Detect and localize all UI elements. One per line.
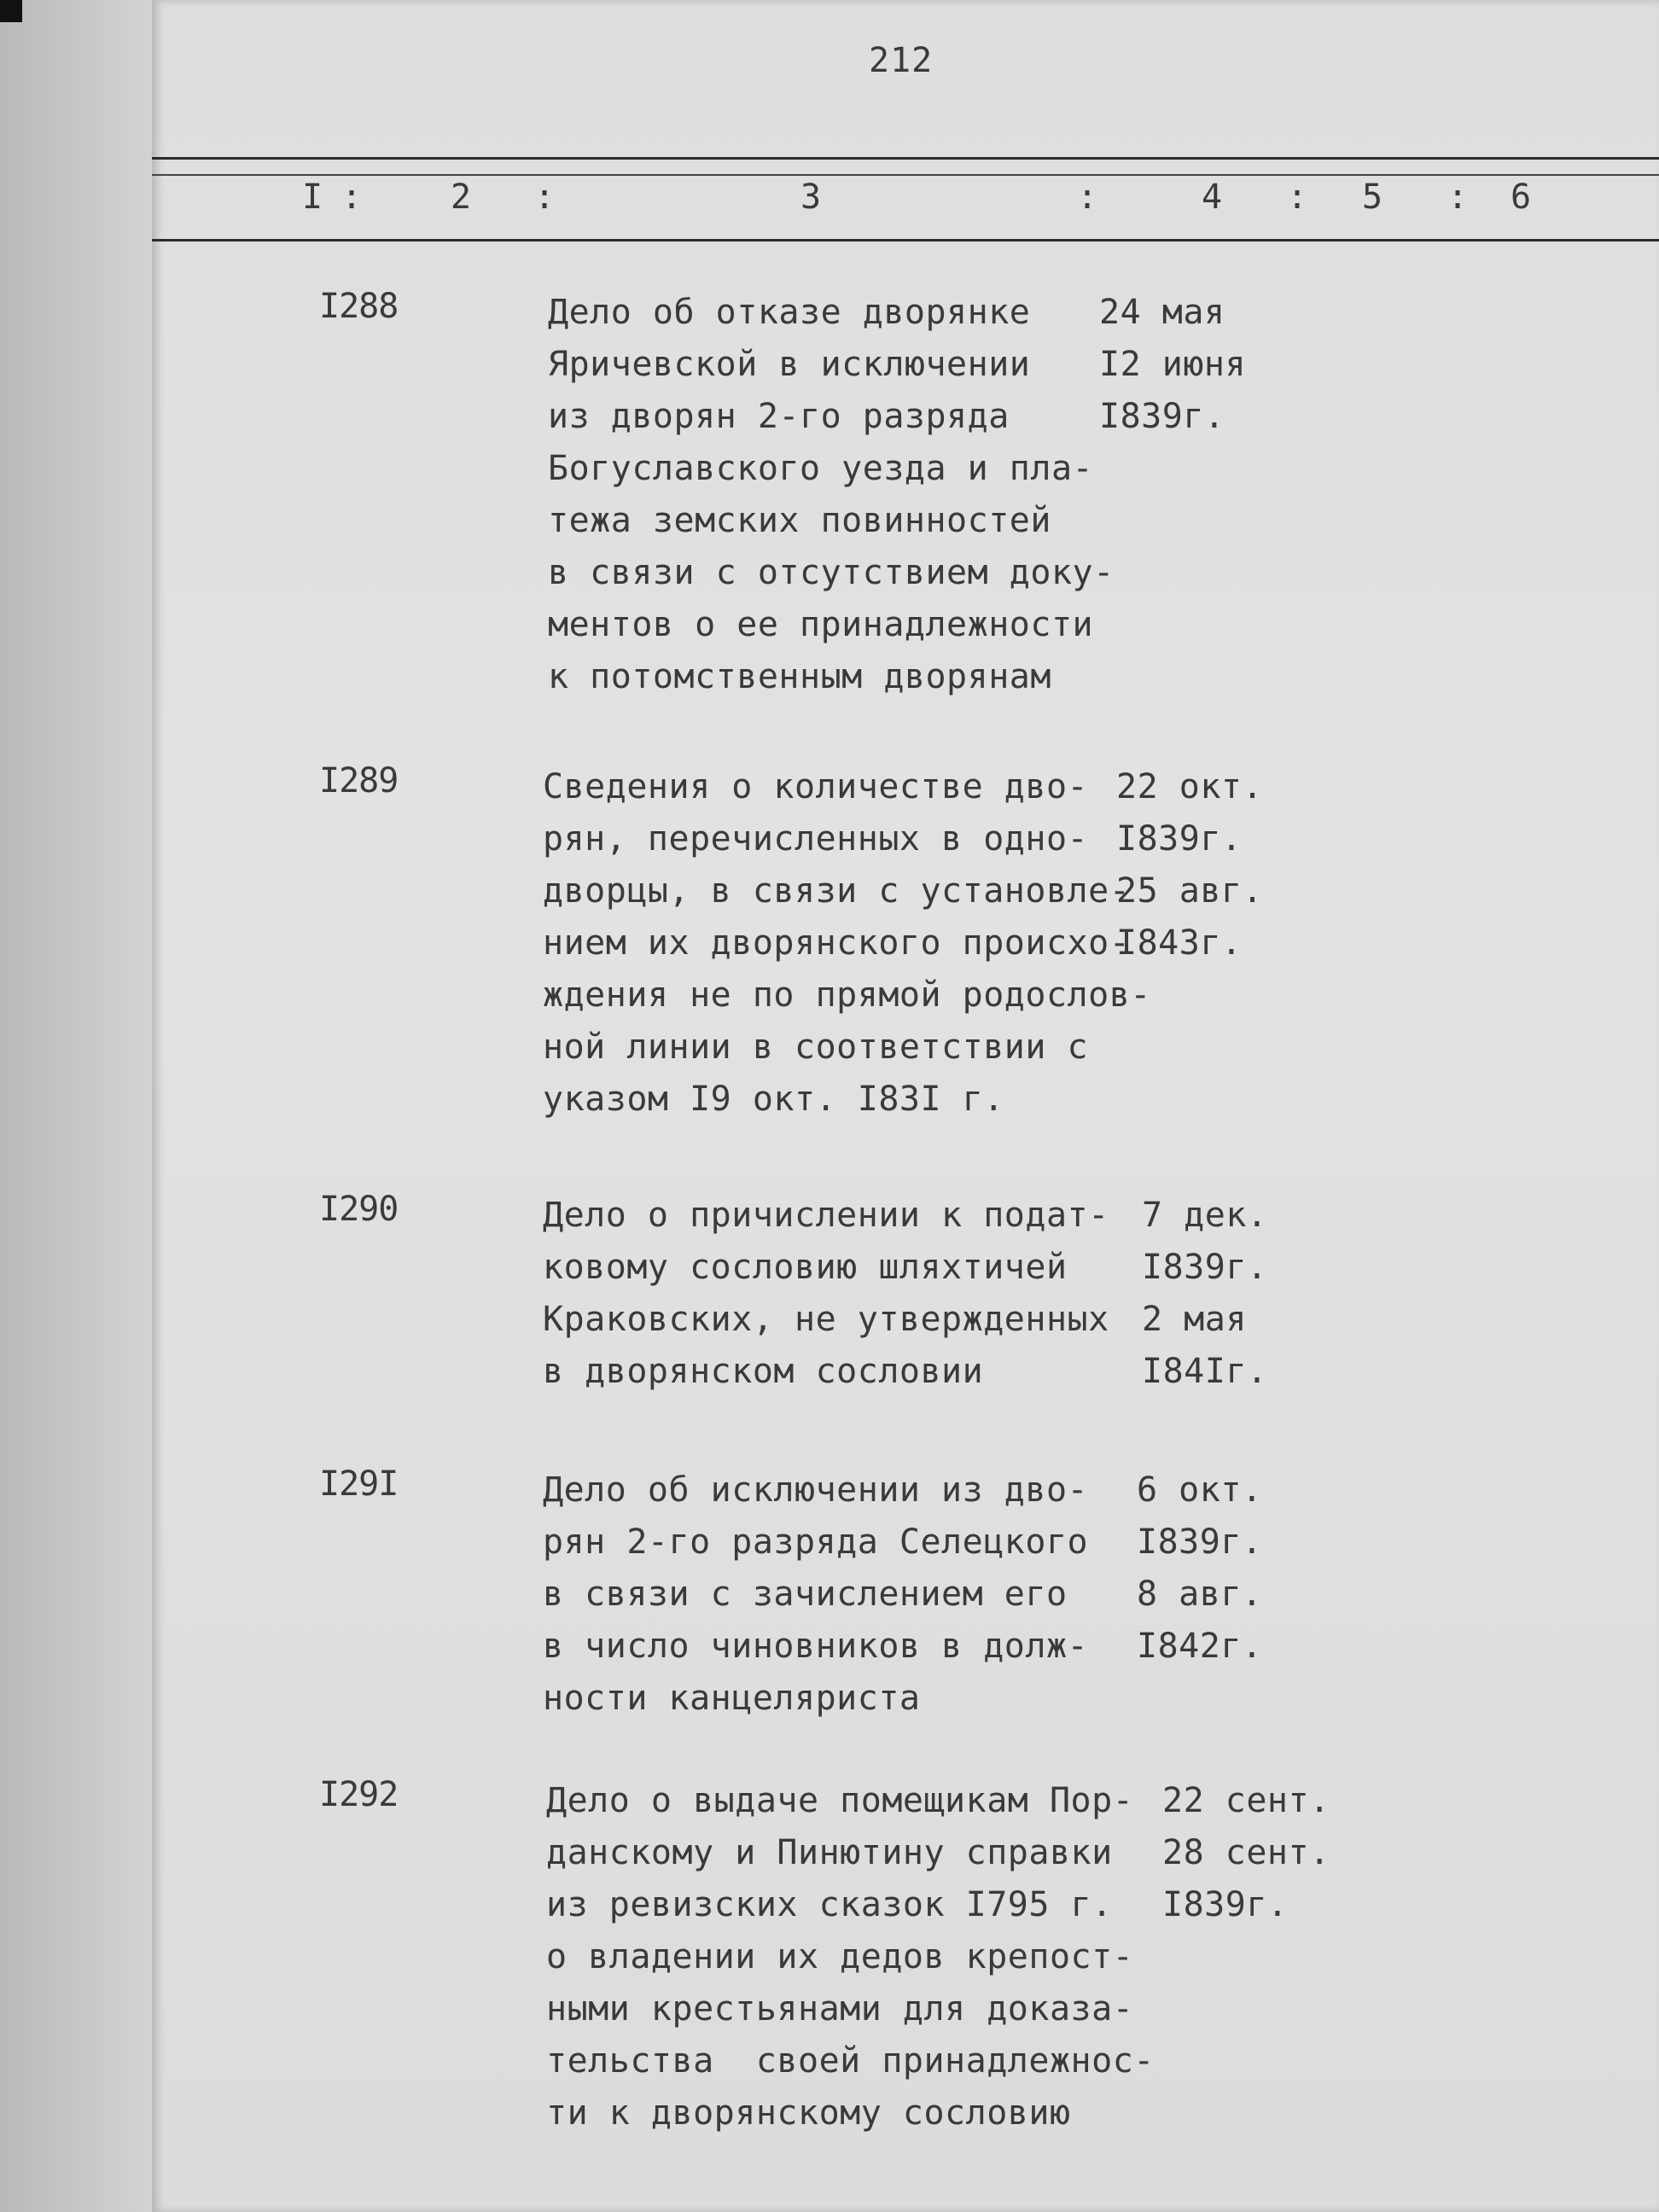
description-line: в связи с отсутствием доку- <box>548 553 1115 592</box>
description-line: данскому и Пинютину справки <box>546 1833 1113 1872</box>
description-line: Богуславского уезда и пла- <box>548 449 1094 488</box>
description-line: тежа земских повинностей <box>548 501 1051 540</box>
description-line: Дело о причислении к подат- <box>543 1196 1109 1235</box>
page-number: 212 <box>869 41 934 80</box>
date-line: I2 июня <box>1099 345 1247 384</box>
column-header-5: 5 <box>1362 178 1383 217</box>
entry-dates <box>1116 761 1263 969</box>
document-page <box>152 0 1659 2212</box>
description-line: Дело об отказе дворянке <box>548 293 1031 332</box>
date-line: 7 дек. <box>1142 1196 1268 1235</box>
date-line: I842г. <box>1137 1627 1263 1666</box>
column-header-6: 6 <box>1511 178 1532 217</box>
description-line: к потомственным дворянам <box>548 657 1051 696</box>
description-line: тельства своей принадлежнос- <box>546 2041 1155 2081</box>
description-line: в дворянском сословии <box>543 1352 984 1391</box>
description-line: ности канцеляриста <box>543 1679 921 1718</box>
description-line: Сведения о количестве дво- <box>543 767 1089 806</box>
date-line: 22 окт. <box>1116 767 1264 806</box>
column-separator: : <box>341 178 363 217</box>
description-line: Яричевской в исключении <box>548 345 1031 384</box>
description-line: ной линии в соответствии с <box>543 1027 1089 1067</box>
entry-number: I29I <box>319 1464 399 1504</box>
description-line: ментов о ее принадлежности <box>548 605 1094 644</box>
description-line: Дело о выдаче помещикам Пор- <box>546 1781 1134 1820</box>
entry-number: I292 <box>319 1775 399 1814</box>
description-line: рян, перечисленных в одно- <box>543 819 1089 859</box>
date-line: 25 авг. <box>1116 871 1264 911</box>
date-line: 8 авг. <box>1137 1575 1263 1614</box>
date-line: I839г. <box>1142 1248 1268 1287</box>
description-line: дворцы, в связи с установле- <box>543 871 1131 911</box>
description-line: ти к дворянскому сословию <box>546 2093 1071 2133</box>
description-line: указом I9 окт. I83I г. <box>543 1080 1004 1119</box>
column-header-3: 3 <box>800 178 822 217</box>
entry-number: I288 <box>319 287 399 326</box>
scan-corner-mark <box>0 0 22 22</box>
entry-dates <box>1162 1775 1330 1931</box>
date-line: I839г. <box>1162 1885 1289 1924</box>
column-separator: : <box>1447 178 1469 217</box>
date-line: I839г. <box>1116 819 1243 859</box>
description-line: ными крестьянами для доказа- <box>546 1989 1134 2029</box>
entry-number: I290 <box>319 1190 399 1229</box>
description-line: рян 2-го разряда Селецкого <box>543 1522 1089 1562</box>
column-header-4: 4 <box>1202 178 1223 217</box>
description-line: Краковских, не утвержденных <box>543 1300 1109 1339</box>
entry-dates <box>1137 1464 1263 1673</box>
date-line: 28 сент. <box>1162 1833 1330 1872</box>
description-line: нием их дворянского происхо- <box>543 923 1131 963</box>
description-line: в связи с зачислением его <box>543 1575 1068 1614</box>
date-line: 24 мая <box>1099 293 1225 332</box>
description-line: о владении их дедов крепост- <box>546 1937 1134 1976</box>
date-line: I839г. <box>1099 397 1225 436</box>
column-header-1: I <box>302 178 323 217</box>
date-line: I84Iг. <box>1142 1352 1268 1391</box>
binding-margin <box>0 0 152 2212</box>
entry-dates <box>1099 287 1246 443</box>
header-rule-top-inner <box>152 174 1659 176</box>
header-rule-top <box>152 157 1659 160</box>
column-separator: : <box>1287 178 1308 217</box>
date-line: I843г. <box>1116 923 1243 963</box>
description-line: Дело об исключении из дво- <box>543 1470 1089 1510</box>
date-line: 2 мая <box>1142 1300 1247 1339</box>
description-line: ждения не по прямой родослов- <box>543 975 1151 1015</box>
date-line: 22 сент. <box>1162 1781 1330 1820</box>
entry-number: I289 <box>319 761 399 800</box>
description-line: в число чиновников в долж- <box>543 1627 1089 1666</box>
description-line: из дворян 2-го разряда <box>548 397 1010 436</box>
entry-dates <box>1142 1190 1268 1398</box>
column-header-2: 2 <box>451 178 472 217</box>
description-line: ковому сословию шляхтичей <box>543 1248 1068 1287</box>
description-line: из ревизских сказок I795 г. <box>546 1885 1113 1924</box>
column-separator: : <box>534 178 556 217</box>
date-line: I839г. <box>1137 1522 1263 1562</box>
header-rule-bottom <box>152 239 1659 242</box>
date-line: 6 окт. <box>1137 1470 1263 1510</box>
column-separator: : <box>1077 178 1098 217</box>
